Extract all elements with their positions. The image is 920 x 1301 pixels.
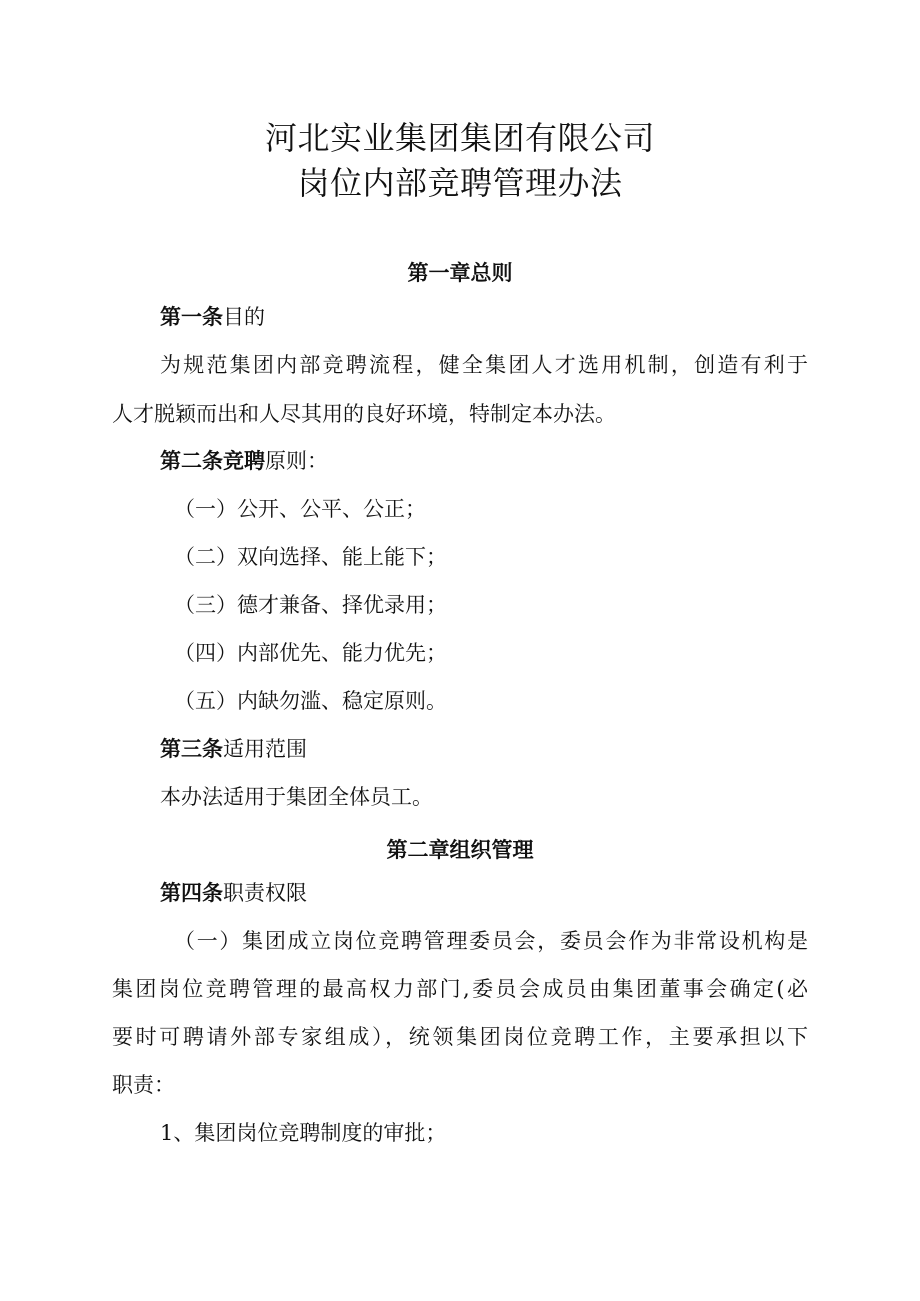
article-4-body-line-4: 职责： [112,1073,175,1097]
article-3-heading [160,739,307,760]
article-2-heading [160,451,328,472]
article-4-label: 第四条 [160,881,223,905]
article-1-label: 第一条 [160,305,223,329]
chapter-1-heading: 第一章总则 [407,261,513,285]
article-3-title: 适用范围 [223,737,307,761]
article-2-title: 原则： [265,449,328,473]
article-2-label: 第二条竞聘 [160,449,265,473]
article-3-label: 第三条 [160,737,223,761]
principle-item: （三）德才兼备、择优录用； [174,593,447,617]
article-4-body-line-2: 集团岗位竞聘管理的最高权力部门,委员会成员由集团董事会确定(必 [112,977,808,1001]
article-4-title: 职责权限 [223,881,307,905]
principle-item: （五）内缺勿滥、稳定原则。 [174,689,447,713]
chapter-2-heading: 第二章组织管理 [386,838,534,862]
article-1-title: 目的 [223,305,265,329]
article-4-list-item: 1、集团岗位竞聘制度的审批； [160,1121,447,1145]
article-4-body-line-3: 要时可聘请外部专家组成），统领集团岗位竞聘工作，主要承担以下 [112,1025,808,1049]
principle-item: （二）双向选择、能上能下； [174,545,447,569]
article-3-body: 本办法适用于集团全体员工。 [160,785,433,809]
principle-item: （四）内部优先、能力优先； [174,641,447,665]
article-4-body-line-1: （一）集团成立岗位竞聘管理委员会，委员会作为非常设机构是 [174,929,808,953]
document-title-line-2: 岗位内部竞聘管理办法 [297,164,623,202]
article-4-heading [160,883,307,904]
article-1-body-line-1: 为规范集团内部竞聘流程，健全集团人才选用机制，创造有利于 [160,353,808,377]
article-1-heading [160,307,265,328]
document-title-line-1: 河北实业集团集团有限公司 [264,119,655,157]
article-1-body-line-2: 人才脱颖而出和人尽其用的良好环境，特制定本办法。 [112,402,616,426]
principle-item: （一）公开、公平、公正； [174,497,426,521]
